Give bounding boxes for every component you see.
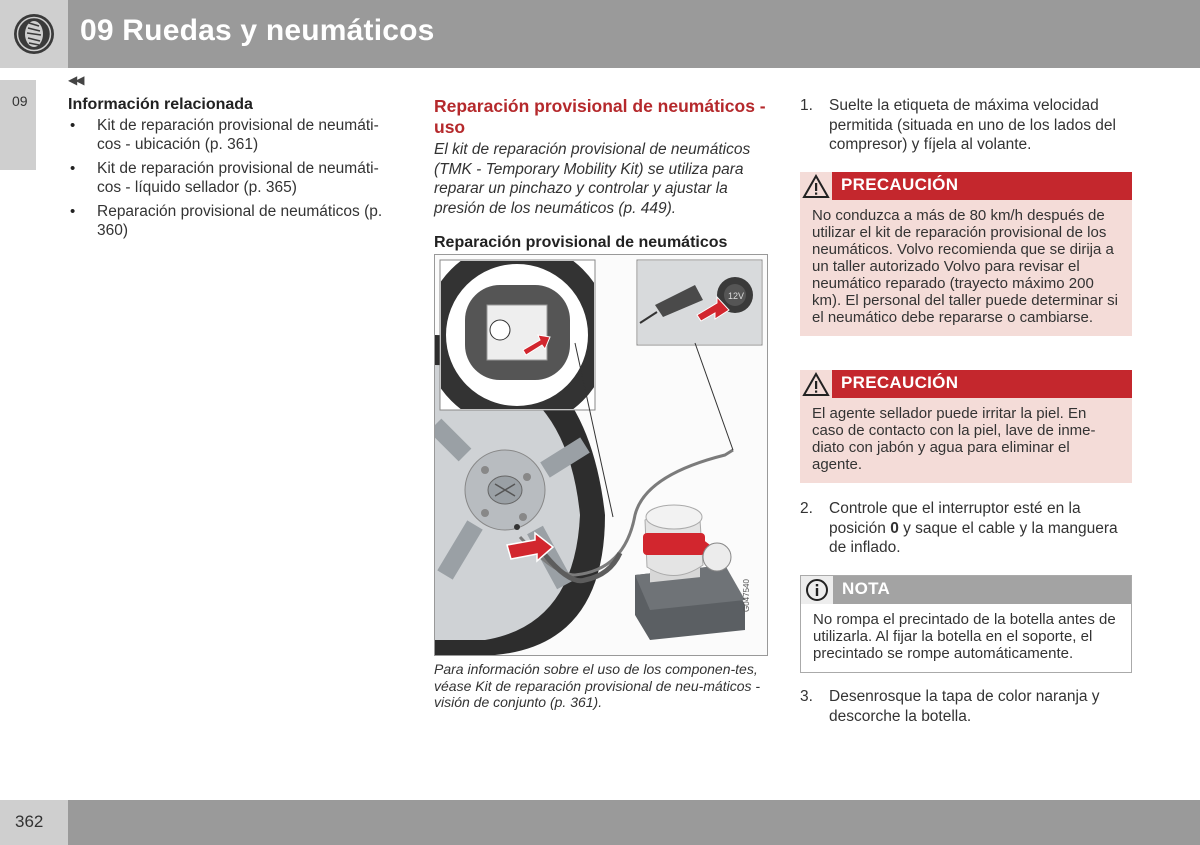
power-socket-inset [637,260,762,345]
caution-text: El agente sellador puede irritar la piel. En caso de contacto con la piel, lave de inme-diato con jabón y agua para eliminar el agente. [800,398,1132,483]
step-text: Controle que el interruptor esté en la posición [829,500,1081,537]
step-number: 3. [800,688,813,705]
step-number: 1. [800,97,813,114]
section-main [434,96,768,252]
step-text: Suelte la etiqueta de máxima velocidad permitida (situada en uno de los lados del compresor) y fíjela al volante. [829,97,1116,153]
note-header [801,576,1131,604]
page-number: 362 [15,812,44,831]
related-link[interactable]: • Kit de reparación provisional de neumáti-cos - ubicación (p. 361) [68,116,398,154]
note-label: NOTA [842,579,891,598]
page-title: 09 Ruedas y neumáticos [80,14,435,47]
caution-header [800,172,1132,200]
caution-label: PRECAUCIÓN [841,175,959,194]
step-1 [800,96,1132,155]
note-text: No rompa el precintado de la botella antes de utilizarla. Al fijar la botella en el soporte, el precintado se rompe automáticamente. [801,604,1131,672]
warning-triangle-icon [800,370,832,398]
caution-header [800,370,1132,398]
back-arrows-icon[interactable]: ◀◀ [68,73,83,87]
related-heading: Información relacionada [68,96,253,113]
chapter-tab[interactable] [0,80,36,170]
figure-code: G047540 [742,579,751,612]
step-text: y saque el cable y la manguera de inflado. [829,519,1118,556]
steering-wheel-inset [435,255,599,417]
info-icon [801,576,833,604]
warning-triangle-icon [800,172,832,200]
caution-label: PRECAUCIÓN [841,373,959,392]
note-box [800,575,1132,673]
step-3 [800,687,1132,726]
svg-text:12V: 12V [728,291,745,301]
step-text: Desenrosque la tapa de color naranja y descorche la botella. [829,688,1100,725]
caution-box-speed [800,172,1132,336]
step-2 [800,499,1132,558]
figure-caption: Para información sobre el uso de los componen-tes, véase Kit de reparación provisional de neu-máticos - visión de conjunto (p. 361). [434,661,761,710]
related-link[interactable]: • Reparación provisional de neumáticos (p. 360) [68,202,398,240]
related-info [68,96,398,245]
compressor-drawing [635,505,745,640]
page-header [0,0,1200,68]
header-icon-box [0,0,68,68]
illustration-svg [435,255,767,655]
repair-kit-illustration [434,254,768,656]
step-number: 2. [800,500,813,517]
page-number-box [0,800,68,845]
note-icon-cell [801,576,833,604]
tire-icon [13,13,55,55]
caution-icon-cell [800,370,832,398]
section-subheading: Reparación provisional de neumáticos [434,234,728,251]
switch-position: 0 [890,519,899,537]
page-footer [0,800,1200,845]
related-link[interactable]: • Kit de reparación provisional de neumáti-cos - líquido sellador (p. 365) [68,159,398,197]
section-intro: El kit de reparación provisional de neumáticos (TMK - Temporary Mobility Kit) se utiliza para reparar un pinchazo y controlar y ajustar la presión de los neumáticos (p. 449). [434,141,751,217]
related-list [68,116,398,240]
caution-box-skin [800,370,1132,483]
caution-text: No conduzca a más de 80 km/h después de utilizar el kit de reparación provisional de los neumáticos. Volvo recomienda que se dirija a un taller autorizado Volvo para revisar el neumático reparado (trayecto máximo 200 km). El personal del taller puede determinar si el neumático debe repararse o cambiarse. [800,200,1132,336]
section-title: Reparación provisional de neumáticos - uso [434,96,766,137]
chapter-tab-label: 09 [12,93,28,109]
caution-icon-cell [800,172,832,200]
